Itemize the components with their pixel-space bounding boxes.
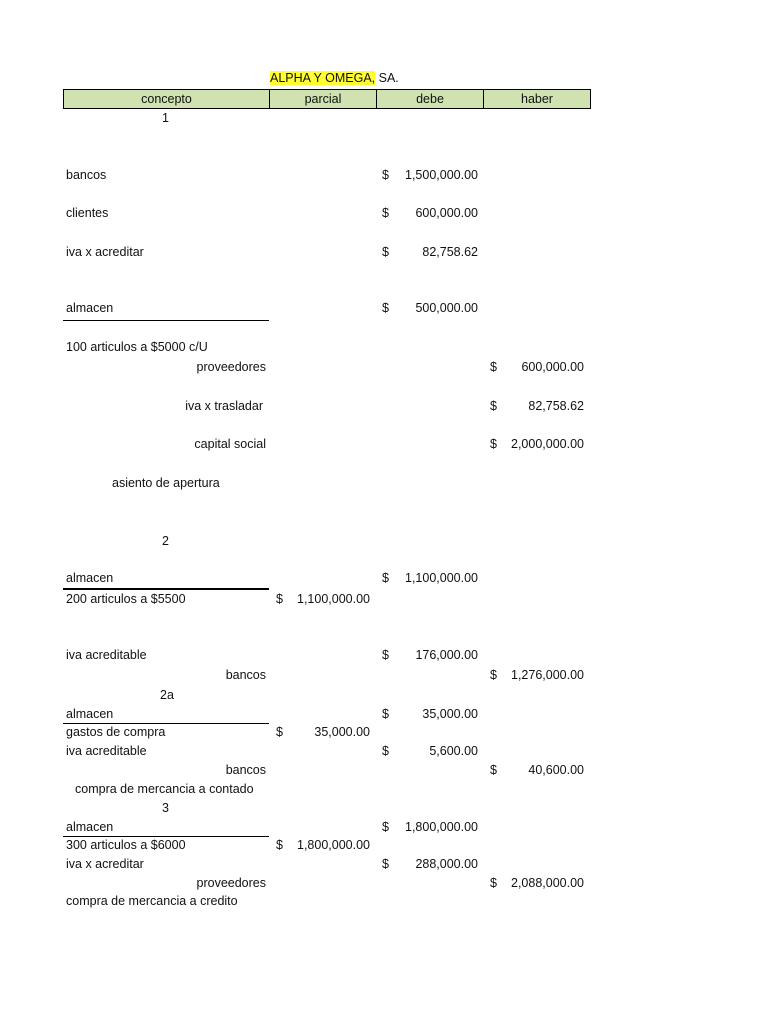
debe-amount <box>382 819 478 835</box>
entry-description: compra de mercancia a credito <box>66 894 238 908</box>
concept-text: gastos de compra <box>66 725 166 739</box>
concept-text: clientes <box>66 206 109 220</box>
currency-sign: $ <box>490 399 497 413</box>
currency-sign: $ <box>382 820 389 834</box>
amount-value: 1,800,000.00 <box>405 820 478 834</box>
haber-amount <box>490 667 584 683</box>
entry-number: 2a <box>160 688 174 702</box>
amount-value: 82,758.62 <box>422 245 478 259</box>
amount-value: 40,600.00 <box>528 763 584 777</box>
concept-text: 100 articulos a $5000 c/U <box>66 340 208 354</box>
amount-value: 1,100,000.00 <box>405 571 478 585</box>
amount-value: 600,000.00 <box>521 360 584 374</box>
concept-text: 200 articulos a $5500 <box>66 592 186 606</box>
haber-amount <box>490 762 584 778</box>
header-debe: debe <box>377 90 484 108</box>
concept-text: 300 articulos a $6000 <box>66 838 186 852</box>
currency-sign: $ <box>382 648 389 662</box>
amount-value: 5,600.00 <box>429 744 478 758</box>
amount-value: 288,000.00 <box>415 857 478 871</box>
haber-amount <box>490 875 584 891</box>
haber-amount <box>490 436 584 452</box>
amount-value: 35,000.00 <box>314 725 370 739</box>
amount-value: 500,000.00 <box>415 301 478 315</box>
currency-sign: $ <box>382 301 389 315</box>
amount-value: 600,000.00 <box>415 206 478 220</box>
concept-text: almacen <box>66 707 114 721</box>
header-parcial: parcial <box>270 90 377 108</box>
currency-sign: $ <box>490 668 497 682</box>
concept-text: bancos <box>225 763 266 777</box>
entry-number: 1 <box>162 111 169 125</box>
currency-sign: $ <box>276 838 283 852</box>
entry-description: compra de mercancia a contado <box>75 782 254 796</box>
amount-value: 1,800,000.00 <box>297 838 370 852</box>
amount-value: 35,000.00 <box>422 707 478 721</box>
currency-sign: $ <box>490 360 497 374</box>
currency-sign: $ <box>276 592 283 606</box>
concept-text: proveedores <box>196 876 266 890</box>
amount-value: 1,276,000.00 <box>511 668 584 682</box>
debe-amount <box>382 244 478 260</box>
concept-text: iva x trasladar <box>185 399 263 413</box>
underline <box>63 588 269 590</box>
concept-text: proveedores <box>196 360 266 374</box>
debe-amount <box>382 856 478 872</box>
concept-text: iva acreditable <box>66 648 147 662</box>
concept-text: almacen <box>66 571 114 585</box>
amount-value: 1,100,000.00 <box>297 592 370 606</box>
entry-number: 2 <box>162 534 169 548</box>
title-highlighted: ALPHA Y OMEGA, <box>270 71 376 85</box>
entry-description: asiento de apertura <box>112 476 220 490</box>
concept-text: capital social <box>194 437 266 451</box>
currency-sign: $ <box>382 707 389 721</box>
title-rest: SA. <box>375 71 399 85</box>
debe-amount <box>382 706 478 722</box>
debe-amount <box>382 167 478 183</box>
parcial-amount <box>276 837 370 853</box>
concept-text: iva x acreditar <box>66 245 144 259</box>
concept-text: almacen <box>66 301 114 315</box>
currency-sign: $ <box>490 876 497 890</box>
entry-number: 3 <box>162 801 169 815</box>
concept-text: bancos <box>66 168 107 182</box>
amount-value: 2,000,000.00 <box>511 437 584 451</box>
currency-sign: $ <box>382 744 389 758</box>
currency-sign: $ <box>382 168 389 182</box>
header-concepto: concepto <box>64 90 270 108</box>
debe-amount <box>382 300 478 316</box>
concept-text: bancos <box>225 668 266 682</box>
haber-amount <box>490 359 584 375</box>
debe-amount <box>382 570 478 586</box>
concept-text: iva x acreditar <box>66 857 144 871</box>
currency-sign: $ <box>382 206 389 220</box>
parcial-amount <box>276 724 370 740</box>
header-haber: haber <box>521 92 553 106</box>
currency-sign: $ <box>490 763 497 777</box>
column-header-row <box>63 89 591 109</box>
currency-sign: $ <box>490 437 497 451</box>
debe-amount <box>382 205 478 221</box>
amount-value: 176,000.00 <box>415 648 478 662</box>
currency-sign: $ <box>382 245 389 259</box>
parcial-amount <box>276 591 370 607</box>
amount-value: 2,088,000.00 <box>511 876 584 890</box>
debe-amount <box>382 647 478 663</box>
haber-amount <box>490 398 584 414</box>
amount-value: 82,758.62 <box>528 399 584 413</box>
underline <box>63 320 269 321</box>
currency-sign: $ <box>382 857 389 871</box>
concept-text: almacen <box>66 820 114 834</box>
concept-text: iva acreditable <box>66 744 147 758</box>
page-title <box>270 70 399 86</box>
currency-sign: $ <box>382 571 389 585</box>
currency-sign: $ <box>276 725 283 739</box>
debe-amount <box>382 743 478 759</box>
amount-value: 1,500,000.00 <box>405 168 478 182</box>
